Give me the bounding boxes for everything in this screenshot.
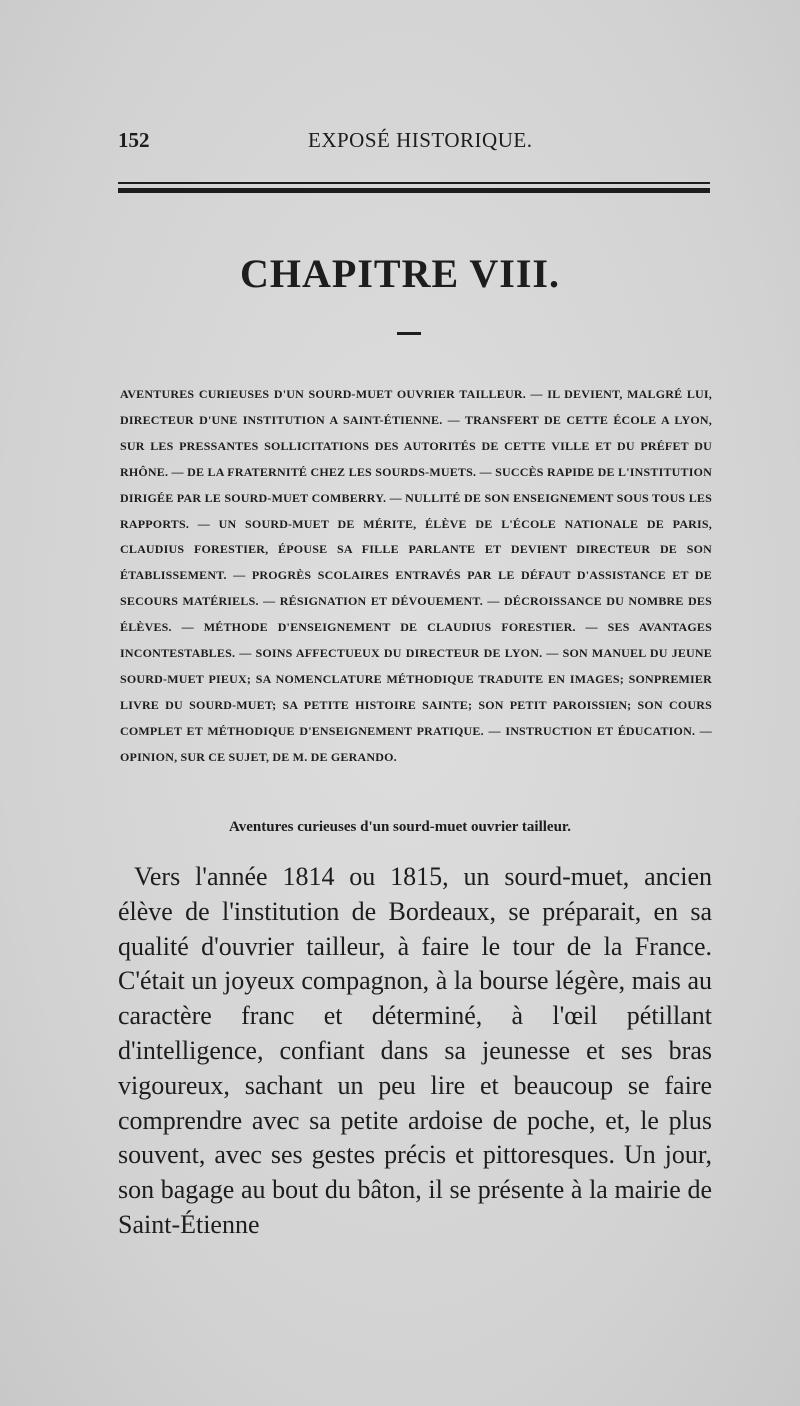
header-rule-thick	[118, 188, 710, 193]
header-rule-thin	[118, 182, 710, 184]
body-paragraph: Vers l'année 1814 ou 1815, un sourd-muet, ancien élève de l'institution de Bordeaux, se préparait, en sa qualité d'ouvrier tailleur, à faire le tour de la France. C'était un joyeux compagnon, à la bourse légère, mais au caractère franc et déterminé, à l'œil pétillant d'intelligence, confiant dans sa jeunesse et ses bras vigoureux, sachant un peu lire et beaucoup se faire comprendre avec sa petite ardoise de poche, et, le plus souvent, avec ses gestes précis et pittoresques. Un jour, son bagage au bout du bâton, il se présente à la mairie de Saint-Étienne	[118, 862, 712, 1239]
chapter-summary-text: AVENTURES CURIEUSES D'UN SOURD-MUET OUVRIER TAILLEUR. — IL DEVIENT, MALGRÉ LUI, DIRECTEUR D'UNE INSTITUTION A SAINT-ÉTIENNE. — TRANSFERT DE CETTE ÉCOLE A LYON, SUR LES PRESSANTES SOLLICITATIONS DES AUTORITÉS DE CETTE VILLE ET DU PRÉFET DU RHÔNE. — DE LA FRATERNITÉ CHEZ LES SOURDS-MUETS. — SUCCÈS RAPIDE DE L'INSTITUTION DIRIGÉE PAR LE SOURD-MUET COMBERRY. — NULLITÉ DE SON ENSEIGNEMENT SOUS TOUS LES RAPPORTS. — UN SOURD-MUET DE MÉRITE, ÉLÈVE DE L'ÉCOLE NATIONALE DE PARIS, CLAUDIUS FORESTIER, ÉPOUSE SA FILLE PARLANTE ET DEVIENT DIRECTEUR DE SON ÉTABLISSEMENT. — PROGRÈS SCOLAIRES ENTRAVÉS PAR LE DÉFAUT D'ASSISTANCE ET DE SECOURS MATÉRIELS. — RÉSIGNATION ET DÉVOUEMENT. — DÉCROISSANCE DU NOMBRE DES ÉLÈVES. — MÉTHODE D'ENSEIGNEMENT DE CLAUDIUS FORESTIER. — SES AVANTAGES INCONTESTABLES. — SOINS AFFECTUEUX DU DIRECTEUR DE LYON. — SON MANUEL DU JEUNE SOURD-MUET PIEUX; SA NOMENCLATURE MÉTHODIQUE TRADUITE EN IMAGES; SONPREMIER LIVRE DU SOURD-MUET; SA PETITE HISTOIRE SAINTE; SON PETIT PAROISSIEN; SON COURS COMPLET ET MÉTHODIQUE D'ENSEIGNEMENT PRATIQUE. — INSTRUCTION ET ÉDUCATION. — OPINION, SUR CE SUJET, DE M. DE GERANDO.	[120, 387, 712, 764]
chapter-summary	[120, 382, 712, 771]
running-head: EXPOSÉ HISTORIQUE.	[308, 128, 533, 152]
page-number: 152	[118, 128, 150, 152]
chapter-title: CHAPITRE VIII.	[240, 251, 560, 296]
body-text	[118, 860, 712, 1243]
page-header	[118, 128, 710, 158]
section-heading: Aventures curieuses d'un sourd-muet ouvrier tailleur.	[229, 819, 571, 835]
title-divider	[397, 332, 421, 335]
